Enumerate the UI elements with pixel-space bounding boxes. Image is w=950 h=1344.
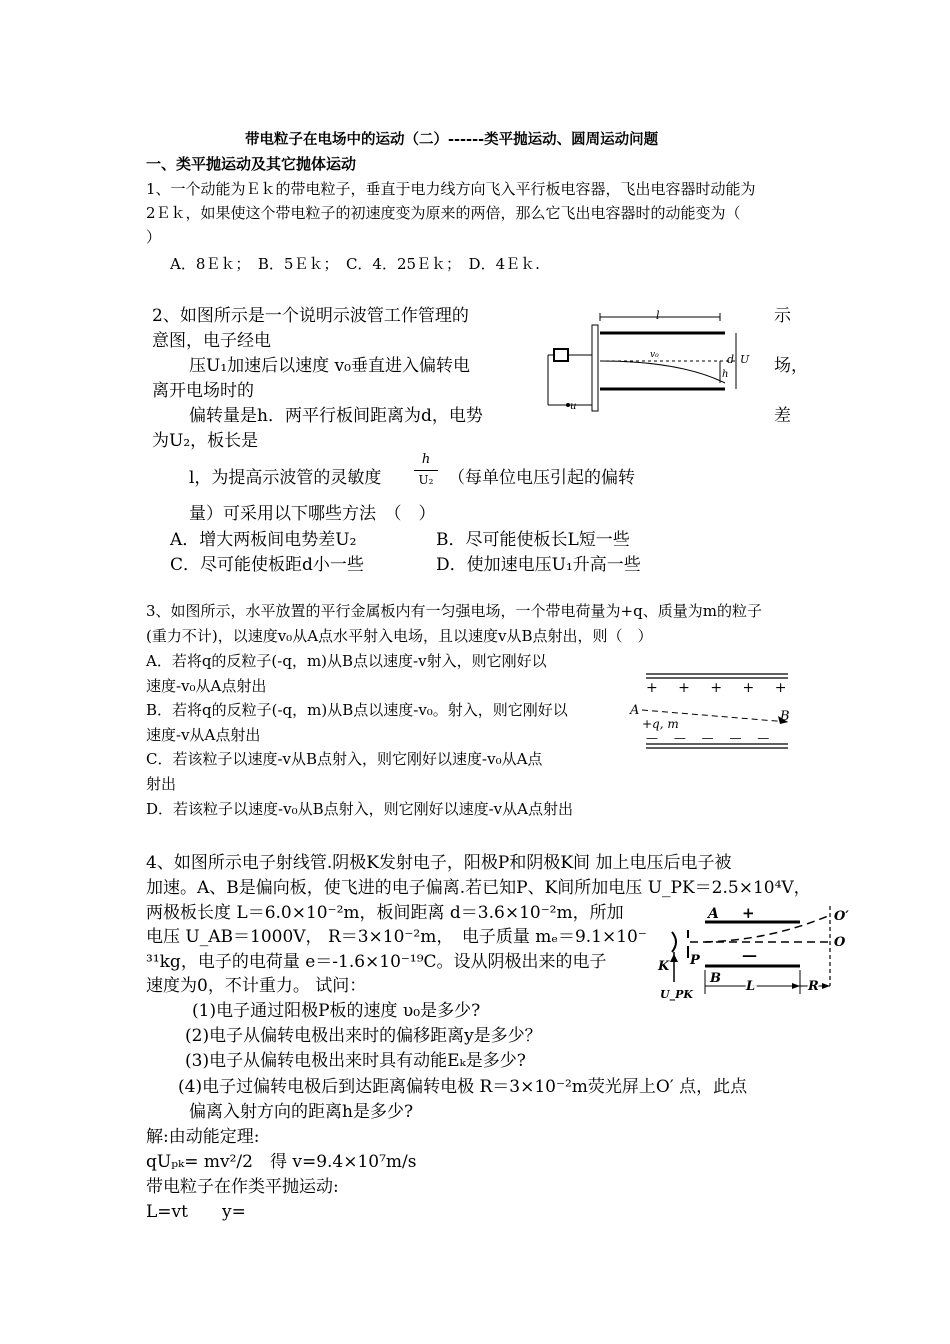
q4-line3: 两极板长度 L＝6.0×10⁻²m，板间距离 d＝3.6×10⁻²m，所加: [146, 903, 624, 923]
q2-option-b: B．尽可能使板长L短一些: [436, 530, 630, 550]
frac-numerator: h: [421, 452, 431, 467]
label-u: u: [570, 401, 577, 412]
q2-line7b: （每单位电压引起的偏转: [448, 468, 635, 488]
cathode-ray-tube-diagram: [650, 902, 865, 1002]
frac-bar: [414, 470, 438, 471]
parallel-plates-diagram: [628, 668, 803, 750]
label-minus-row: — — — — —: [646, 731, 776, 745]
label-plus: +: [742, 904, 755, 922]
q4-line5: ³¹kg，电子的电荷量 e＝-1.6×10⁻¹⁹C。设从阴极出来的电子: [146, 952, 607, 972]
q3-line1: 3、如图所示，水平放置的平行金属板内有一匀强电场，一个带电荷量为+q、质量为m的粒子: [146, 602, 762, 620]
solution-line4: L=vt y=: [146, 1202, 246, 1222]
solution-line2: qUₚₖ= mv²/2 得 v=9.4×10⁷m/s: [146, 1152, 417, 1172]
q3-option-b2: 速度-v从A点射出: [146, 726, 261, 744]
oscilloscope-diagram: [540, 305, 755, 420]
q2-line3-right: 场，: [774, 356, 808, 376]
q3-line2: (重力不计)，以速度v₀从A点水平射入电场，且以速度v从B点射出，则（ ）: [146, 627, 653, 645]
q3-option-d: D．若该粒子以速度-v₀从B点射入，则它刚好以速度-v从A点射出: [146, 800, 573, 818]
label-plus-row: + + + + +: [646, 680, 795, 696]
q4-sub3: (3)电子从偏转电极出来时具有动能Eₖ是多少?: [185, 1051, 526, 1071]
q2-line5-right: 差: [774, 406, 791, 426]
solution-line1: 解:由动能定理:: [146, 1127, 260, 1147]
q1-line3: ）: [146, 228, 162, 246]
q4-sub1: (1)电子通过阳极P板的速度 υ₀是多少?: [192, 1001, 481, 1021]
label-l: l: [656, 309, 660, 322]
label-d: d: [727, 353, 735, 366]
q4-sub4a: (4)电子过偏转电极后到达距离偏转电极 R＝3×10⁻²m荧光屏上O′ 点，此点: [178, 1077, 748, 1097]
q4-line6: 速度为0，不计重力。 试问：: [146, 976, 367, 996]
q2-line3: 压U₁加速后以速度 v₀垂直进入偏转电: [189, 356, 470, 376]
label-R: R: [808, 979, 819, 994]
q3-option-c1: C．若该粒子以速度-v从B点射入，则它刚好以速度-v₀从A点: [146, 750, 543, 768]
label-v0: v₀: [650, 350, 659, 360]
section-heading: 一、类平抛运动及其它抛体运动: [146, 155, 357, 173]
q2-option-a: A．增大两板间电势差U₂: [170, 530, 357, 550]
label-Upk: U_PK: [660, 988, 693, 1001]
q4-line4: 电压 U_AB＝1000V， R＝3×10⁻²m， 电子质量 mₑ＝9.1×10⁻: [146, 927, 647, 947]
q4-sub2: (2)电子从偏转电极出来时的偏移距离y是多少？: [185, 1026, 542, 1046]
q4-line1: 4、如图所示电子射线管.阴极K发射电子，阳极P和阴极K间 加上电压后电子被: [146, 853, 732, 873]
page-title: 带电粒子在电场中的运动（二）------类平抛运动、圆周运动问题: [245, 132, 659, 148]
label-O: O: [834, 935, 846, 950]
label-B: B: [780, 709, 790, 724]
label-plate-B: B: [710, 971, 721, 986]
q1-options: A．8Ｅｋ； B．5Ｅｋ； C．4．25Ｅｋ； D．4Ｅｋ.: [170, 255, 540, 273]
label-O-prime: O′: [834, 909, 849, 924]
label-L: L: [746, 979, 756, 994]
q2-option-c: C．尽可能使板距d小一些: [170, 555, 364, 575]
q2-line5: 偏转量是h．两平行板间距离为d，电势: [189, 406, 483, 426]
label-plate-A: A: [708, 906, 719, 922]
q4-line2: 加速。A、B是偏向板，使飞进的电子偏离.若已知P、K间所加电压 U_PK＝2.5×10⁴V，: [146, 878, 811, 898]
label-A: A: [630, 703, 640, 718]
q2-line7a: l，为提高示波管的灵敏度: [189, 468, 382, 488]
q3-option-c2: 射出: [146, 775, 177, 793]
q3-option-b1: B．若将q的反粒子(-q，m)从B点以速度-v₀。射入，则它刚好以: [146, 701, 568, 719]
q2-line1: 2、如图所示是一个说明示波管工作管理的: [152, 306, 469, 326]
q3-option-a1: A．若将q的反粒子(-q，m)从B点以速度-v射入，则它刚好以: [146, 652, 547, 670]
q2-line6: 为U₂，板长是: [152, 431, 259, 451]
frac-denominator: U₂: [418, 473, 434, 487]
q2-option-d: D．使加速电压U₁升高一些: [436, 555, 641, 575]
label-P: P: [690, 953, 700, 968]
q2-line4: 离开电场时的: [152, 381, 254, 401]
q1-line1: 1、一个动能为Ｅｋ的带电粒子，垂直于电力线方向飞入平行板电容器，飞出电容器时动能为: [146, 180, 756, 198]
q3-option-a2: 速度-v₀从A点射出: [146, 677, 267, 695]
label-U: U: [740, 353, 750, 366]
q2-line8: 量）可采用以下哪些方法 （ ）: [189, 504, 436, 524]
q1-line2: 2Ｅｋ，如果使这个带电粒子的初速度变为原来的两倍，那么它飞出电容器时的动能变为（: [146, 204, 741, 222]
label-qm: +q, m: [642, 717, 679, 731]
solution-line3: 带电粒子在作类平抛运动:: [146, 1177, 339, 1197]
q4-sub4b: 偏离入射方向的距离h是多少?: [189, 1102, 414, 1122]
label-minus: —: [742, 946, 757, 964]
q2-line1-right: 示: [774, 306, 791, 326]
label-h: h: [722, 369, 729, 380]
q2-line2: 意图，电子经电: [152, 331, 271, 351]
label-K: K: [658, 959, 670, 974]
